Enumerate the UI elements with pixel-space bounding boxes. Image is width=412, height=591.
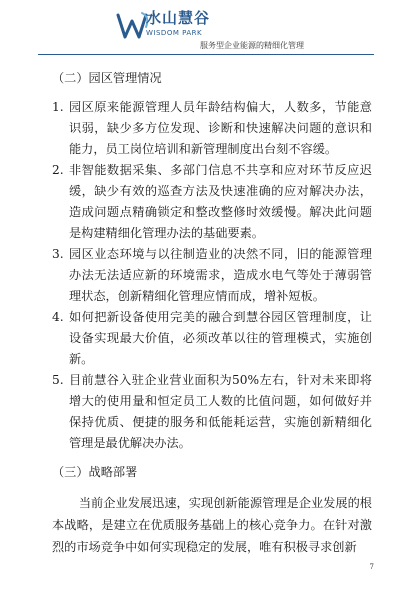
page-header [0, 0, 412, 50]
strategy-paragraph: 当前企业发展迅速，实现创新能源管理是企业发展的根本战略，是建立在优质服务基础上的核心竞争力。在针对激烈的市场竞争中如何实现稳定的发展，唯有积极寻求创新 [52, 496, 372, 554]
header-divider [38, 54, 374, 55]
list-item-number: 1. [52, 100, 64, 114]
list-item [52, 244, 372, 307]
list-item-number: 4. [52, 310, 64, 324]
list-item [52, 307, 372, 370]
section-heading-park-management: （二）园区管理情况 [52, 71, 162, 85]
list-item [52, 97, 372, 160]
list-item [52, 370, 372, 454]
issues-list [52, 97, 372, 454]
page-number: 7 [369, 563, 374, 571]
list-item-number: 2. [52, 163, 64, 177]
list-item-text: 园区业态环境与以往制造业的决然不同，旧的能源管理办法无法适应新的环境需求，造成水电气等处于薄弱管理状态，创新精细化管理应情而成，增补短板。 [69, 247, 372, 303]
section-heading-strategy: （三）战略部署 [52, 465, 138, 479]
document-body [52, 68, 372, 558]
list-item-number: 3. [52, 247, 64, 261]
logo-chinese-name: 水山慧谷 [146, 9, 211, 27]
list-item-number: 5. [52, 373, 64, 387]
list-item-text: 园区原来能源管理人员年龄结构偏大，人数多，节能意识弱，缺少多方位发现、诊断和快速解决问题的意识和能力，员工岗位培训和新管理制度出台刻不容缓。 [69, 100, 372, 156]
list-item-text: 目前慧谷入驻企业营业面积为50%左右，针对未来即将增大的使用量和恒定员工人数的比值问题，如何做好并保持优质、便捷的服务和低能耗运营，实施创新精细化管理是最优解决办法。 [69, 373, 372, 450]
list-item-text: 如何把新设备使用完美的融合到慧谷园区管理制度，让设备实现最大价值，必须改革以往的管理模式，实施创新。 [69, 310, 372, 366]
list-item-text: 非智能数据采集、多部门信息不共享和应对环节反应迟缓，缺少有效的巡查方法及快速准确的应对解决办法，造成问题点精确锁定和整改整修时效缓慢。解决此问题是构建精细化管理办法的基础要素。 [69, 163, 372, 240]
header-tagline: 服务型企业能源的精细化管理 [200, 41, 304, 50]
list-item [52, 160, 372, 244]
logo-english-name: WISDOM PARK [146, 29, 203, 37]
